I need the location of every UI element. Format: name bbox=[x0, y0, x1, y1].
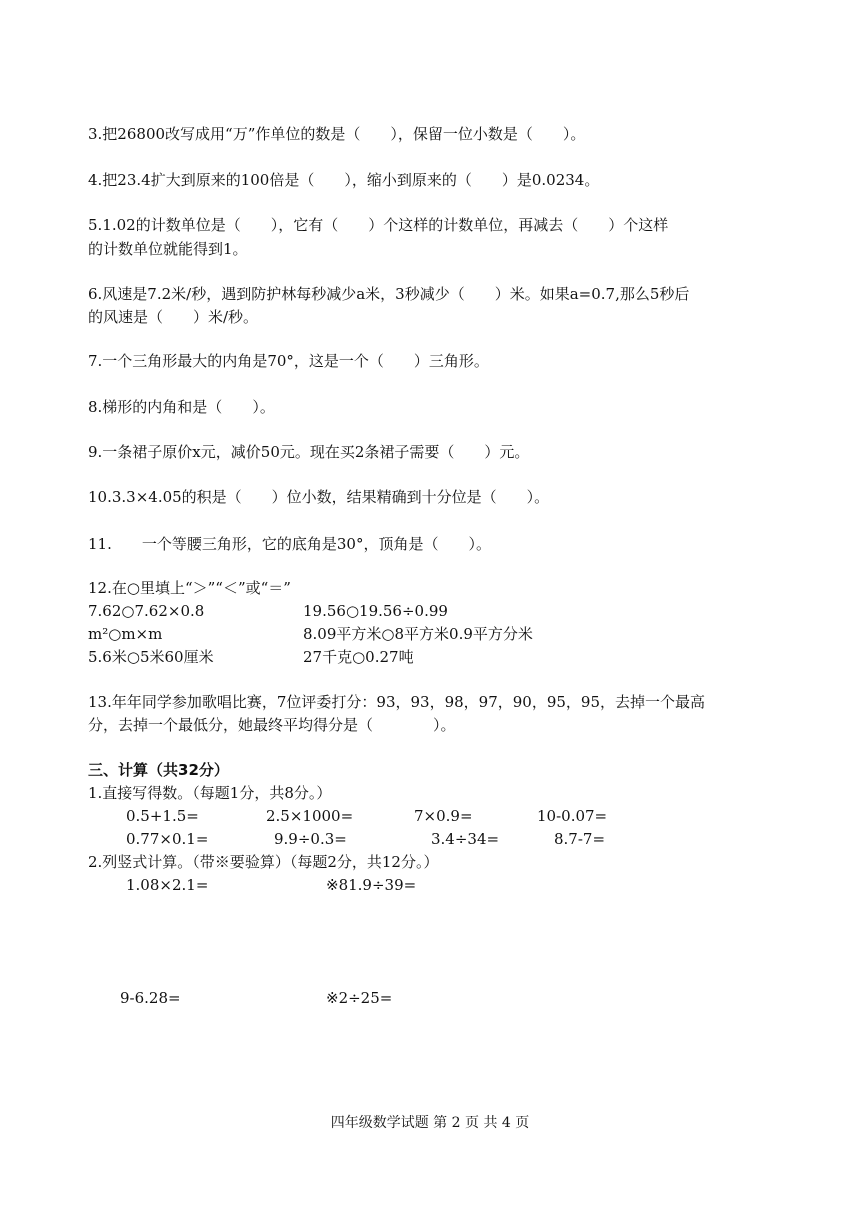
compare-item: 27千克○0.27吨 bbox=[303, 648, 414, 666]
question-5-line2: 的计数单位就能得到1。 bbox=[88, 240, 248, 258]
section-3-part1-title: 1.直接写得数。（每题1分，共8分。） bbox=[88, 784, 332, 802]
question-11: 11. 一个等腰三角形，它的底角是30°，顶角是（ ）。 bbox=[88, 535, 491, 553]
question-5-line1: 5.1.02的计数单位是（ ），它有（ ）个这样的计数单位，再减去（ ）个这样 bbox=[88, 216, 669, 234]
compare-item: 19.56○19.56÷0.99 bbox=[303, 602, 448, 620]
calc-item: 9.9÷0.3= bbox=[274, 830, 347, 848]
calc-item: 3.4÷34= bbox=[431, 830, 500, 848]
question-7: 7.一个三角形最大的内角是70°，这是一个（ ）三角形。 bbox=[88, 352, 489, 370]
calc-item: 0.77×0.1= bbox=[126, 830, 209, 848]
vertical-calc-item: ※81.9÷39= bbox=[326, 876, 417, 894]
question-9: 9.一条裙子原价x元，减价50元。现在买2条裙子需要（ ）元。 bbox=[88, 443, 530, 461]
vertical-calc-item: 9-6.28= bbox=[120, 989, 181, 1007]
question-13-line1: 13.年年同学参加歌唱比赛，7位评委打分：93，93，98，97，90，95，95，去掉一个最高 bbox=[88, 693, 706, 711]
calc-item: 2.5×1000= bbox=[266, 807, 354, 825]
question-12-title: 12.在○里填上“＞”“＜”或“＝” bbox=[88, 579, 291, 597]
question-10: 10.3.3×4.05的积是（ ）位小数，结果精确到十分位是（ ）。 bbox=[88, 488, 550, 506]
calc-item: 0.5+1.5= bbox=[126, 807, 199, 825]
question-6-line2: 的风速是（ ）米/秒。 bbox=[88, 308, 259, 326]
question-4: 4.把23.4扩大到原来的100倍是（ ），缩小到原来的（ ）是0.0234。 bbox=[88, 171, 600, 189]
compare-item: 8.09平方米○8平方米0.9平方分米 bbox=[303, 625, 533, 643]
calc-item: 10-0.07= bbox=[537, 807, 608, 825]
calc-item: 7×0.9= bbox=[414, 807, 473, 825]
question-6-line1: 6.风速是7.2米/秒，遇到防护林每秒减少a米，3秒减少（ ）米。如果a=0.7,那么5秒后 bbox=[88, 285, 690, 303]
page-footer: 四年级数学试题 第 2 页 共 4 页 bbox=[330, 1115, 530, 1131]
question-13-line2: 分，去掉一个最低分，她最终平均得分是（ ）。 bbox=[88, 716, 456, 734]
vertical-calc-item: ※2÷25= bbox=[326, 989, 393, 1007]
section-3-part2-title: 2.列竖式计算。（带※要验算）（每题2分，共12分。） bbox=[88, 853, 439, 871]
question-8: 8.梯形的内角和是（ ）。 bbox=[88, 398, 275, 416]
question-3: 3.把26800改写成用“万”作单位的数是（ ），保留一位小数是（ ）。 bbox=[88, 125, 586, 143]
compare-item: m²○m×m bbox=[88, 625, 163, 643]
compare-item: 7.62○7.62×0.8 bbox=[88, 602, 205, 620]
section-3-heading: 三、计算（共32分） bbox=[88, 761, 229, 779]
compare-item: 5.6米○5米60厘米 bbox=[88, 648, 214, 666]
vertical-calc-item: 1.08×2.1= bbox=[126, 876, 209, 894]
calc-item: 8.7-7= bbox=[554, 830, 606, 848]
